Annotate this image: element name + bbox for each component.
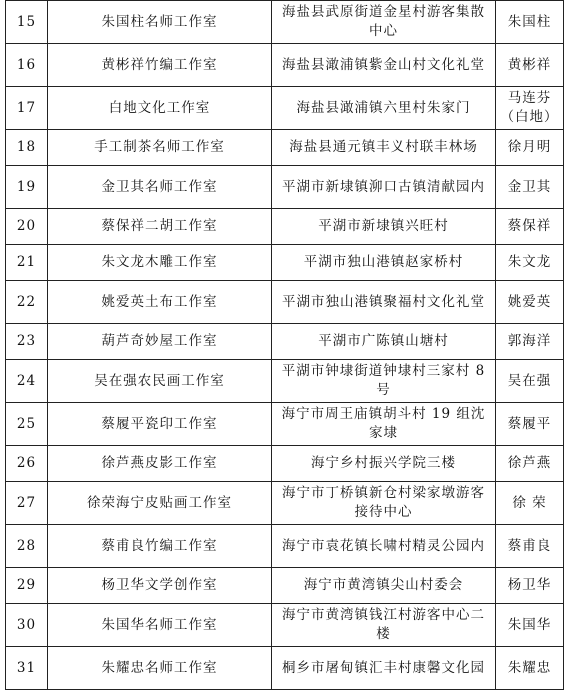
address-cell: 海宁市丁桥镇新仓村梁家墩游客接待中心	[272, 482, 496, 525]
row-number-cell: 18	[6, 130, 48, 166]
person-cell: 郭海洋	[496, 324, 564, 360]
table-row	[6, 604, 564, 647]
address-cell: 海盐县澉浦镇紫金山村文化礼堂	[272, 44, 496, 87]
address-cell: 海宁市黄湾镇钱江村游客中心二楼	[272, 604, 496, 647]
row-number-cell: 20	[6, 209, 48, 245]
address-cell: 平湖市广陈镇山塘村	[272, 324, 496, 360]
table-row	[6, 44, 564, 87]
person-cell: 朱耀忠	[496, 647, 564, 690]
studio-name-cell: 徐芦燕皮影工作室	[48, 446, 272, 482]
address-cell: 平湖市新埭镇兴旺村	[272, 209, 496, 245]
person-cell: 蔡保祥	[496, 209, 564, 245]
table-row	[6, 525, 564, 568]
studio-name-cell: 白地文化工作室	[48, 87, 272, 130]
table-row	[6, 245, 564, 281]
address-cell: 海宁乡村振兴学院三楼	[272, 446, 496, 482]
person-cell: 徐月明	[496, 130, 564, 166]
row-number-cell: 22	[6, 281, 48, 324]
address-cell: 海宁市袁花镇长啸村精灵公园内	[272, 525, 496, 568]
row-number-cell: 30	[6, 604, 48, 647]
studio-name-cell: 朱文龙木雕工作室	[48, 245, 272, 281]
address-cell: 平湖市独山港镇聚福村文化礼堂	[272, 281, 496, 324]
studio-name-cell: 杨卫华文学创作室	[48, 568, 272, 604]
table-row	[6, 647, 564, 690]
person-cell: 朱文龙	[496, 245, 564, 281]
person-cell: 蔡甫良	[496, 525, 564, 568]
row-number-cell: 24	[6, 360, 48, 403]
address-cell: 海盐县澉浦镇六里村朱家门	[272, 87, 496, 130]
studio-name-cell: 朱国柱名师工作室	[48, 1, 272, 44]
table-row	[6, 166, 564, 209]
row-number-cell: 21	[6, 245, 48, 281]
table-row	[6, 209, 564, 245]
person-cell: 朱国华	[496, 604, 564, 647]
address-cell: 海宁市周王庙镇胡斗村 19 组沈家埭	[272, 403, 496, 446]
row-number-cell: 31	[6, 647, 48, 690]
person-cell: 马连芬（白地）	[496, 87, 564, 130]
row-number-cell: 19	[6, 166, 48, 209]
table-row	[6, 324, 564, 360]
studio-name-cell: 吴在强农民画工作室	[48, 360, 272, 403]
address-cell: 平湖市新埭镇泖口古镇清献园内	[272, 166, 496, 209]
address-cell: 桐乡市屠甸镇汇丰村康馨文化园	[272, 647, 496, 690]
table-row	[6, 482, 564, 525]
studio-name-cell: 黄彬祥竹编工作室	[48, 44, 272, 87]
studio-name-cell: 金卫其名师工作室	[48, 166, 272, 209]
person-cell: 朱国柱	[496, 1, 564, 44]
row-number-cell: 26	[6, 446, 48, 482]
person-cell: 吴在强	[496, 360, 564, 403]
studio-name-cell: 手工制茶名师工作室	[48, 130, 272, 166]
row-number-cell: 29	[6, 568, 48, 604]
person-cell: 姚爱英	[496, 281, 564, 324]
table-row	[6, 87, 564, 130]
address-cell: 平湖市独山港镇赵家桥村	[272, 245, 496, 281]
table-row	[6, 281, 564, 324]
person-cell: 徐芦燕	[496, 446, 564, 482]
person-cell: 徐 荣	[496, 482, 564, 525]
studio-name-cell: 朱耀忠名师工作室	[48, 647, 272, 690]
table-row	[6, 446, 564, 482]
row-number-cell: 23	[6, 324, 48, 360]
address-cell: 海盐县通元镇丰义村联丰林场	[272, 130, 496, 166]
table-row	[6, 1, 564, 44]
studio-name-cell: 蔡履平瓷印工作室	[48, 403, 272, 446]
row-number-cell: 25	[6, 403, 48, 446]
person-cell: 蔡履平	[496, 403, 564, 446]
address-cell: 平湖市钟埭街道钟埭村三家村 8 号	[272, 360, 496, 403]
row-number-cell: 17	[6, 87, 48, 130]
studio-name-cell: 蔡保祥二胡工作室	[48, 209, 272, 245]
address-cell: 海宁市黄湾镇尖山村委会	[272, 568, 496, 604]
table-row	[6, 568, 564, 604]
studio-name-cell: 徐荣海宁皮贴画工作室	[48, 482, 272, 525]
person-cell: 黄彬祥	[496, 44, 564, 87]
table-row	[6, 360, 564, 403]
row-number-cell: 16	[6, 44, 48, 87]
row-number-cell: 28	[6, 525, 48, 568]
person-cell: 金卫其	[496, 166, 564, 209]
person-cell: 杨卫华	[496, 568, 564, 604]
studio-name-cell: 葫芦奇妙屋工作室	[48, 324, 272, 360]
row-number-cell: 15	[6, 1, 48, 44]
studio-name-cell: 姚爱英土布工作室	[48, 281, 272, 324]
row-number-cell: 27	[6, 482, 48, 525]
address-cell: 海盐县武原街道金星村游客集散中心	[272, 1, 496, 44]
studio-list-table	[5, 0, 564, 690]
table-row	[6, 403, 564, 446]
studio-name-cell: 蔡甫良竹编工作室	[48, 525, 272, 568]
studio-name-cell: 朱国华名师工作室	[48, 604, 272, 647]
table-row	[6, 130, 564, 166]
